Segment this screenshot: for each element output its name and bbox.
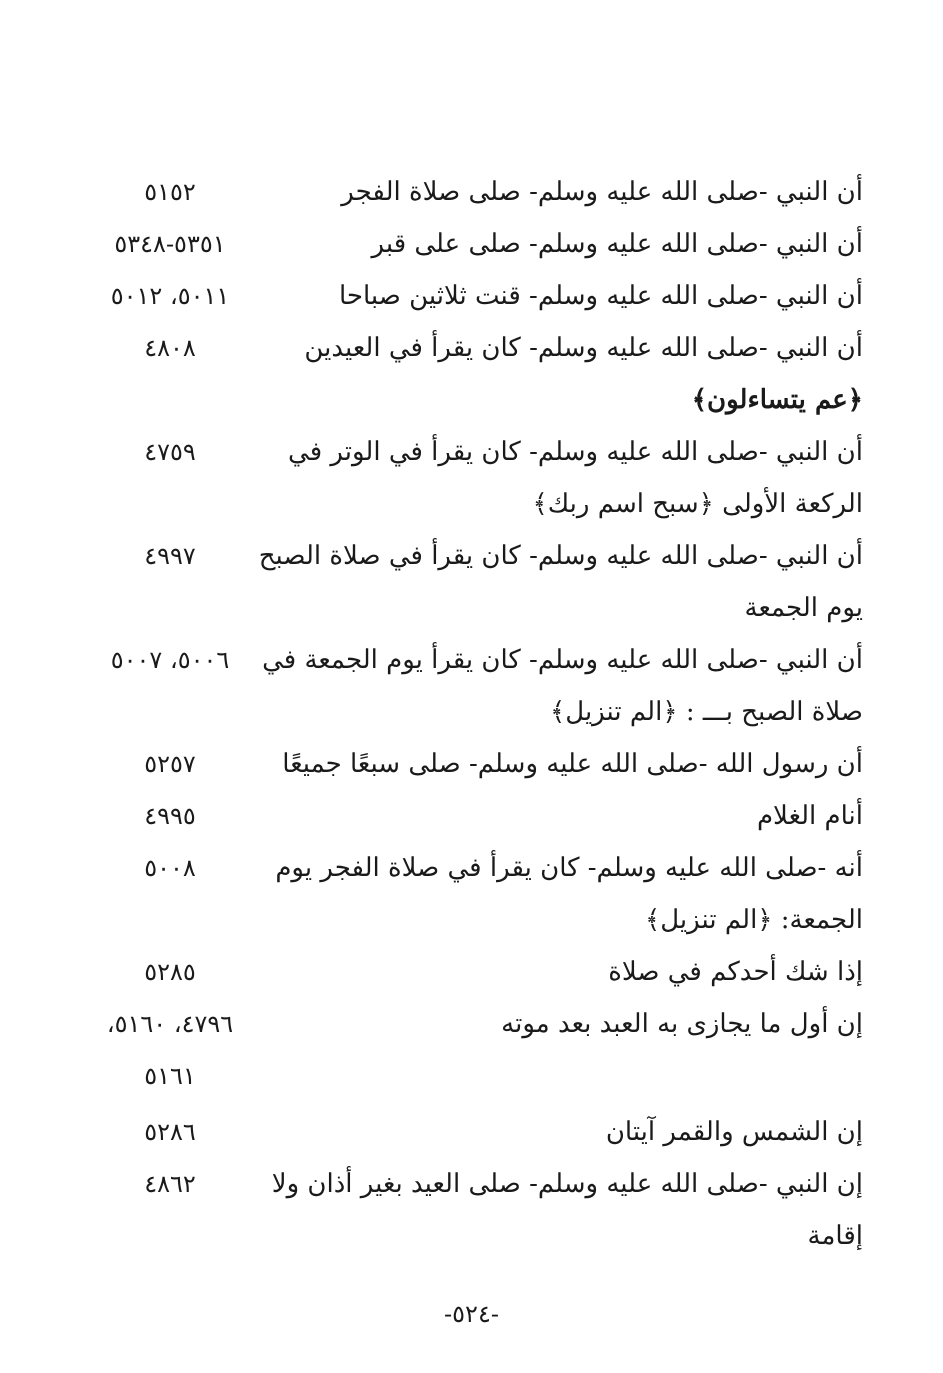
hadith-reference-numbers: ٤٩٩٥ bbox=[144, 802, 196, 830]
index-entry bbox=[0, 218, 943, 270]
hadith-reference-numbers: ٤٧٩٦، ٥١٦٠، bbox=[106, 1010, 234, 1038]
hadith-reference-numbers: ٤٩٩٧ bbox=[144, 542, 196, 570]
index-entry-continuation bbox=[0, 1210, 943, 1262]
hadith-reference-numbers: ٥٢٥٧ bbox=[144, 750, 196, 778]
index-entry-continuation bbox=[0, 478, 943, 530]
index-entry bbox=[0, 1106, 943, 1158]
hadith-text: أن النبي -صلى الله عليه وسلم- كان يقرأ يوم الجمعة في bbox=[262, 645, 863, 675]
hadith-reference-numbers: ٥٣٥١-٥٣٤٨ bbox=[114, 230, 226, 258]
index-entry-continuation bbox=[0, 1050, 943, 1102]
hadith-text: إذا شك أحدكم في صلاة bbox=[608, 957, 863, 987]
hadith-reference-numbers: ٥٠١١، ٥٠١٢ bbox=[110, 282, 230, 310]
hadith-text: أن رسول الله -صلى الله عليه وسلم- صلى سبعًا جميعًا bbox=[282, 749, 863, 779]
hadith-text: أن النبي -صلى الله عليه وسلم- كان يقرأ في صلاة الصبح bbox=[258, 541, 863, 571]
hadith-reference-numbers: ٥٠٠٦، ٥٠٠٧ bbox=[110, 646, 230, 674]
index-entry bbox=[0, 998, 943, 1050]
index-entry bbox=[0, 738, 943, 790]
hadith-reference-numbers: ٤٨٠٨ bbox=[144, 334, 196, 362]
index-entry bbox=[0, 166, 943, 218]
hadith-text: إن الشمس والقمر آيتان bbox=[605, 1117, 863, 1147]
hadith-text: أن النبي -صلى الله عليه وسلم- قنت ثلاثين صباحا bbox=[339, 281, 863, 311]
hadith-text: أن النبي -صلى الله عليه وسلم- كان يقرأ في الوتر في bbox=[288, 437, 863, 467]
hadith-text: إقامة bbox=[807, 1221, 863, 1251]
hadith-reference-numbers: ٤٨٦٢ bbox=[144, 1170, 196, 1198]
index-entry bbox=[0, 270, 943, 322]
hadith-reference-numbers: ٥٢٨٦ bbox=[144, 1118, 196, 1146]
index-entry bbox=[0, 426, 943, 478]
index-entry bbox=[0, 946, 943, 998]
quran-surah-reference: ﴿عم يتساءلون﴾ bbox=[691, 385, 863, 415]
page-number: -٥٢٤- bbox=[444, 1300, 499, 1328]
index-entry bbox=[0, 634, 943, 686]
hadith-reference-numbers: ٥١٦١ bbox=[144, 1062, 196, 1090]
hadith-text: أن النبي -صلى الله عليه وسلم- صلى صلاة الفجر bbox=[341, 177, 863, 207]
hadith-reference-numbers: ٥٢٨٥ bbox=[144, 958, 196, 986]
index-entry bbox=[0, 1158, 943, 1210]
index-entry-continuation bbox=[0, 374, 943, 426]
hadith-reference-numbers: ٥١٥٢ bbox=[144, 178, 196, 206]
hadith-text: يوم الجمعة bbox=[744, 593, 863, 623]
index-entry bbox=[0, 322, 943, 374]
index-entry bbox=[0, 530, 943, 582]
index-entry bbox=[0, 790, 943, 842]
hadith-text: صلاة الصبح بـــ : ﴿الم تنزيل﴾ bbox=[550, 697, 863, 727]
hadith-text: إن أول ما يجازى به العبد بعد موته bbox=[501, 1009, 863, 1039]
index-entry bbox=[0, 842, 943, 894]
index-entry-continuation bbox=[0, 894, 943, 946]
hadith-text: الركعة الأولى ﴿سبح اسم ربك﴾ bbox=[532, 489, 863, 519]
hadith-text: أنام الغلام bbox=[756, 801, 863, 831]
hadith-text: أنه -صلى الله عليه وسلم- كان يقرأ في صلاة الفجر يوم bbox=[275, 853, 863, 883]
index-entry-continuation bbox=[0, 686, 943, 738]
hadith-text: أن النبي -صلى الله عليه وسلم- كان يقرأ في العيدين bbox=[304, 333, 863, 363]
hadith-reference-numbers: ٥٠٠٨ bbox=[144, 854, 196, 882]
hadith-reference-numbers: ٤٧٥٩ bbox=[144, 438, 196, 466]
index-entry-continuation bbox=[0, 582, 943, 634]
hadith-text: الجمعة: ﴿الم تنزيل﴾ bbox=[644, 905, 863, 935]
hadith-text: إن النبي -صلى الله عليه وسلم- صلى العيد بغير أذان ولا bbox=[271, 1169, 863, 1199]
hadith-text: أن النبي -صلى الله عليه وسلم- صلى على قبر bbox=[371, 229, 863, 259]
